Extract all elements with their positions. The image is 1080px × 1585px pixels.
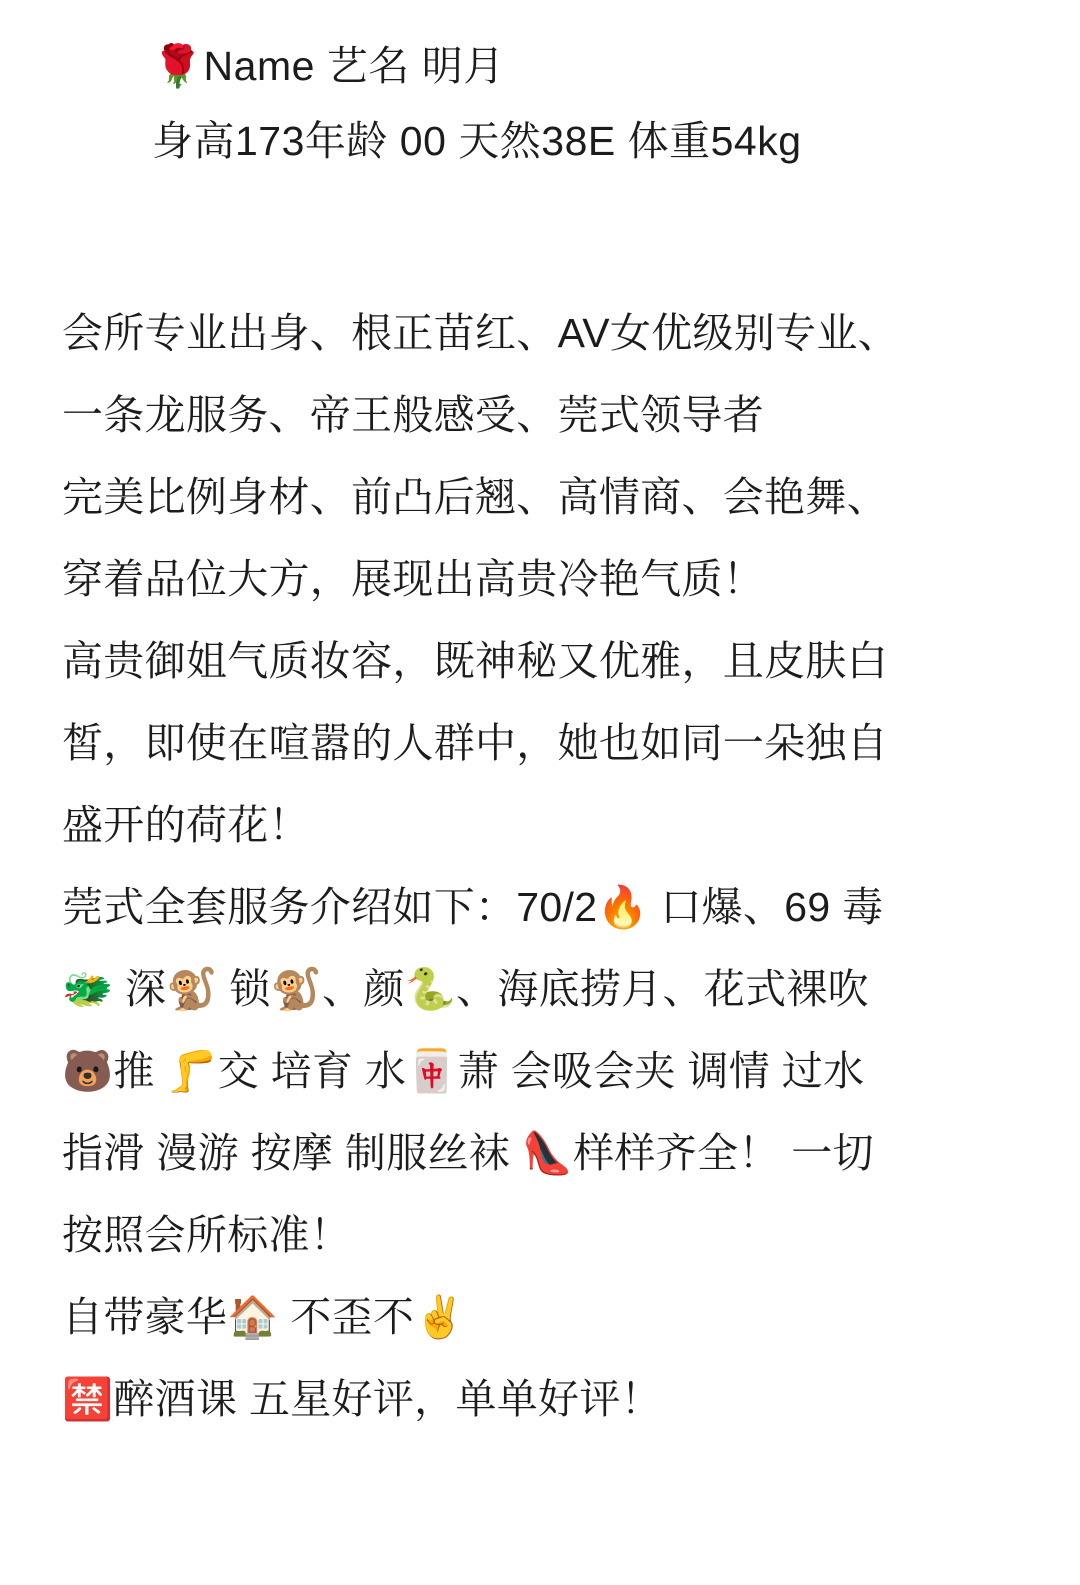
text-line: 🈲醉酒课 五星好评，单单好评！: [62, 1376, 662, 1422]
text-line: 盛开的荷花！: [62, 802, 310, 848]
text-line: 高贵御姐气质妆容，既神秘又优雅，且皮肤白: [62, 638, 888, 684]
text-line: 会所专业出身、根正苗红、AV女优级别专业、: [62, 310, 899, 356]
profile-header: [62, 30, 1018, 102]
text-line: 莞式全套服务介绍如下：70/2🔥 口爆、69 毒: [62, 884, 884, 930]
text-line: 穿着品位大方，展现出高贵冷艳气质！: [62, 556, 765, 602]
text-line: 完美比例身材、前凸后翘、高情商、会艳舞、: [62, 474, 888, 520]
stage-name-line: 🌹Name 艺名 明月: [152, 43, 505, 89]
text-line: 自带豪华🏠 不歪不✌️: [62, 1294, 466, 1340]
text-line: 皙，即使在喧嚣的人群中，她也如同一朵独自: [62, 720, 888, 766]
text-line: 🐲 深🐒 锁🐒、颜🐍、海底捞月、花式裸吹: [62, 966, 869, 1012]
profile-stats: [62, 102, 1018, 180]
text-line: 🐻推 🦵交 培育 水🀄萧 会吸会夹 调情 过水: [62, 1048, 865, 1094]
description-body: [62, 292, 1018, 1440]
text-line: 一条龙服务、帝王般感受、莞式领导者: [62, 392, 765, 438]
text-line: 指滑 漫游 按摩 制服丝袜 👠样样齐全！ 一切: [62, 1130, 874, 1176]
spacer: [62, 180, 1018, 292]
body-stats-line: 身高173年龄 00 天然38E 体重54kg: [152, 118, 802, 164]
text-line: 按照会所标准！: [62, 1212, 352, 1258]
